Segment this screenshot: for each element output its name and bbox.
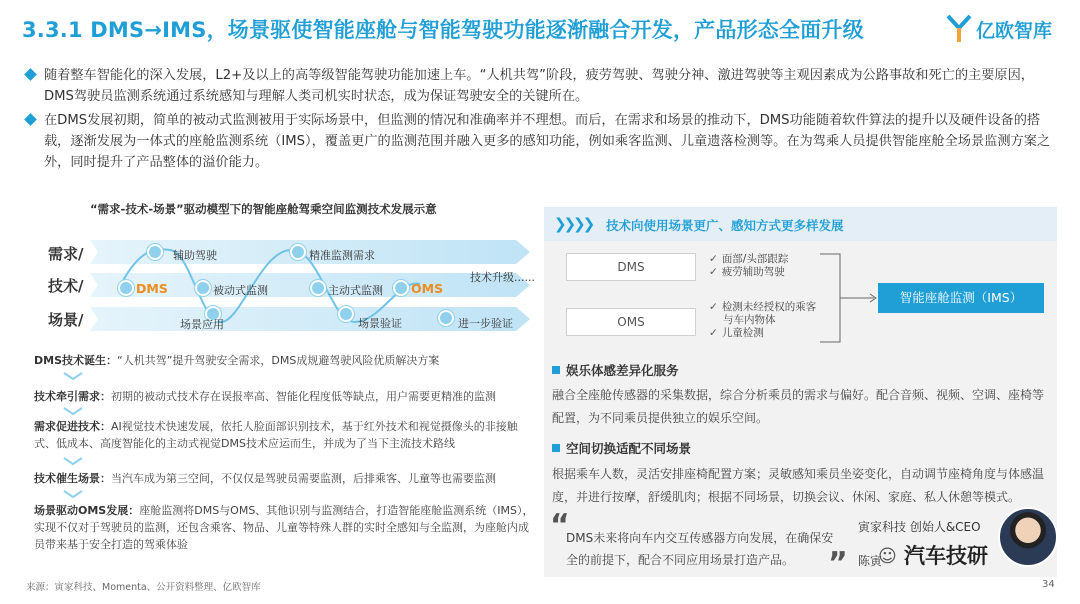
stage-item xyxy=(34,388,534,405)
stage-item xyxy=(34,352,534,369)
stage-body: 初期的被动式技术存在误报率高、智能化程度低等缺点，用户需要更精准的监测 xyxy=(111,390,496,403)
node-dms: DMS xyxy=(136,281,168,296)
stage-head: 技术催生场景： xyxy=(34,472,111,485)
section-body: 融合全座舱传感器的采集数据，综合分析乘员的需求与偏好。配合音频、视频、空调、座椅等配置，为不同乘员提供独立的娱乐空间。 xyxy=(552,388,1045,425)
right-panel-header xyxy=(544,207,1057,241)
chevron-down-icon xyxy=(62,406,84,416)
stage-item xyxy=(34,470,534,487)
node-precise-need: 精准监测需求 xyxy=(309,249,375,262)
bracket-arrow xyxy=(818,250,880,346)
watermark-text: 汽车技研 xyxy=(904,544,988,568)
bullet-paragraph xyxy=(26,65,1056,107)
oms-box: OMS xyxy=(566,308,696,336)
bullet-text: 在DMS发展初期，简单的被动式监测被用于实际场景中，但监测的情况和准确率并不理想。而后，在需求和场景的推动下，DMS功能随着软件算法的提升以及硬件设备的搭载，逐渐发展为一体式的座舱监测系统（IMS），覆盖更广的监测范围并融入更多的感知功能，例如乘客监测、儿童遗落检测等。在为驾乘人员提供智能座舱全场景监测方案之外，同时提升了产品整体的溢价能力。 xyxy=(44,113,1051,170)
wave-node xyxy=(118,280,134,296)
node-scene-verify: 场景验证 xyxy=(358,317,402,330)
logo-mark-icon xyxy=(946,14,972,44)
wave-node xyxy=(195,280,211,296)
node-passive: 被动式监测 xyxy=(213,284,268,297)
wave-node xyxy=(338,306,354,322)
node-active: 主动式监测 xyxy=(328,284,383,297)
double-chevron-icon: ❯❯❯❯ xyxy=(554,215,593,233)
check-icon: ✓ xyxy=(709,301,718,313)
stage-head: 需求促进技术： xyxy=(34,420,111,433)
diamond-bullet-icon xyxy=(24,113,37,126)
node-scene-app: 场景应用 xyxy=(180,318,224,331)
feature-item: 疲劳辅助驾驶 xyxy=(721,266,785,278)
check-icon: ✓ xyxy=(709,253,718,265)
logo-text: 亿欧智库 xyxy=(976,19,1053,42)
author-name: 陈寅 xyxy=(858,554,883,568)
stage-item xyxy=(34,502,534,553)
diagram-title: “需求-技术-场景”驱动模型下的智能座舱驾乘空间监测技术发展示意 xyxy=(90,202,437,216)
square-bullet-icon xyxy=(552,444,560,452)
stage-body: 座舱监测将DMS与OMS、其他识别与监测结合，打造智能座舱监测系统（IMS），实现不仅对于驾驶员的监测，还包含乘客、物品、儿童等特殊人群的实时全感知与全监测，为座舱内成员带来基于安全打造的驾乘体验 xyxy=(34,504,534,551)
right-panel-title: 技术向使用场景更广、感知方式更多样发展 xyxy=(606,218,844,233)
stage-head: 场景驱动OMS发展： xyxy=(34,504,140,517)
author-title: 寅家科技 创始人&CEO xyxy=(858,520,981,534)
avatar xyxy=(998,507,1058,567)
chevron-down-icon xyxy=(62,489,84,499)
wave-node xyxy=(393,280,409,296)
check-icon: ✓ xyxy=(709,266,718,278)
node-further-verify: 进一步验证 xyxy=(458,317,513,330)
stage-body: 当汽车成为第三空间，不仅仅是驾驶员需要监测，后排乘客、儿童等也需要监测 xyxy=(111,472,496,485)
section-body: 根据乘车人数，灵活安排座椅配置方案；灵敏感知乘员坐姿变化，自动调节座椅角度与体感温度，并进行按摩，舒缓肌肉；根据不同场景，切换会议、休闲、家庭、私人休憩等模式。 xyxy=(552,467,1045,504)
wave-node xyxy=(438,310,454,326)
diamond-bullet-icon xyxy=(24,68,37,81)
bullet-text: 随着整车智能化的深入发展，L2+及以上的高等级智能驾驶功能加速上车。“人机共驾”阶段，疲劳驾驶、驾驶分神、激进驾驶等主观因素成为公路事故和死亡的主要原因，DMS驾驶员监测系统通过系统感知与理解人类司机实时状态，成为保证驾驶安全的关键所在。 xyxy=(44,68,1034,104)
feature-item: 儿童检测 xyxy=(721,327,764,339)
source-note: 来源：寅家科技、Momenta、公开资料整理、亿欧智库 xyxy=(26,582,261,593)
stage-body: AI视觉技术快速发展，依托人脸面部识别技术，基于红外技术和视觉摄像头的非接触式、低成本、高度智能化的主动式视觉DMS技术应运而生，并成为了当下主流技术路线 xyxy=(34,420,518,450)
bullet-paragraph xyxy=(26,110,1056,173)
row-label-demand: 需求/ xyxy=(48,245,84,263)
stage-head: DMS技术诞生： xyxy=(34,354,117,367)
section-title-text: 空间切换适配不同场景 xyxy=(566,441,692,456)
oms-feature-list xyxy=(709,301,816,340)
feature-item: 面部/头部跟踪 xyxy=(721,253,789,265)
page-number: 34 xyxy=(1042,579,1055,590)
wave-node xyxy=(310,280,326,296)
section-title xyxy=(552,361,679,379)
dms-box: DMS xyxy=(566,253,696,281)
dms-feature-list xyxy=(709,253,788,279)
stage-body: “人机共驾”提升驾驶安全需求，DMS成规避驾驶风险优质解决方案 xyxy=(117,354,440,367)
wave-node xyxy=(290,244,306,260)
node-oms: OMS xyxy=(411,281,444,296)
quote-open-icon: “ xyxy=(550,508,570,543)
page-title: 3.3.1 DMS→IMS，场景驱使智能座舱与智能驾驶功能逐渐融合开发，产品形态全面升级 xyxy=(22,18,864,42)
section-title-text: 娱乐体感差异化服务 xyxy=(566,363,679,378)
wave-node xyxy=(147,244,163,260)
check-icon: ✓ xyxy=(709,327,718,339)
feature-item: 与车内物体 xyxy=(723,314,776,326)
feature-item: 检测未经授权的乘客 xyxy=(721,301,817,313)
wechat-icon: ☺ xyxy=(878,546,897,567)
quote-text: DMS未来将向车内交互传感器方向发展，在确保安全的前提下，配合不同应用场景打造产品。 xyxy=(566,531,834,567)
square-bullet-icon xyxy=(552,366,560,374)
row-label-tech: 技术/ xyxy=(48,277,84,295)
logo xyxy=(946,12,1052,46)
stage-item xyxy=(34,418,534,452)
section-title xyxy=(552,439,691,457)
quote-close-icon: ” xyxy=(828,546,848,581)
chevron-down-icon xyxy=(62,456,84,466)
node-upgrade: 技术升级...... xyxy=(470,271,535,284)
chevron-down-icon xyxy=(62,371,84,381)
node-assisted-driving: 辅助驾驶 xyxy=(173,249,217,262)
ims-box: 智能座舱监测（IMS） xyxy=(878,283,1044,313)
row-label-scene: 场景/ xyxy=(48,311,84,329)
stage-head: 技术牵引需求： xyxy=(34,390,111,403)
